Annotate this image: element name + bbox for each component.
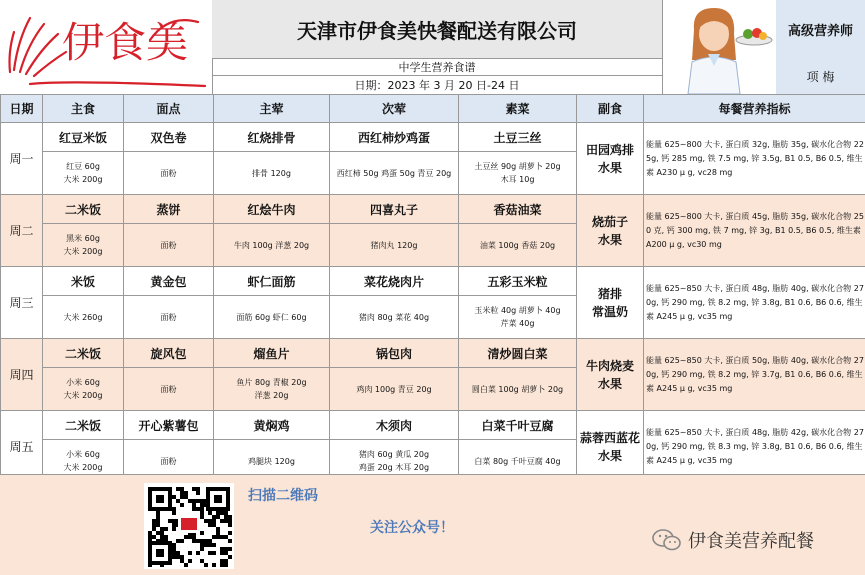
staple-ingredient: 大米 200g (43, 245, 123, 258)
main-meat-ingredients (214, 296, 330, 339)
side-dish-line: 牛肉烧麦 (577, 357, 643, 375)
nutritionist-illustration (662, 0, 777, 95)
pastry-ingredients (124, 152, 214, 195)
staple-dish: 二米饭 (43, 195, 124, 224)
pastry-dish: 双色卷 (124, 123, 214, 152)
vegetable-ingredient: 土豆丝 90g 胡萝卜 20g (459, 160, 576, 173)
table-header-row (1, 95, 865, 123)
sub-meat-ingredient: 西红柿 50g 鸡蛋 50g 青豆 20g (330, 167, 458, 180)
vegetable-ingredients (459, 152, 577, 195)
pastry-dish: 旋风包 (124, 339, 214, 368)
vegetable-dish: 香菇油菜 (459, 195, 577, 224)
staple-ingredients (43, 296, 124, 339)
sub-meat-dish: 四喜丸子 (330, 195, 459, 224)
nutrition-info: 能量 625~850 大卡, 蛋白质 48g, 脂肪 42g, 碳水化合物 270g, 钙 290 mg, 铁 8.3 mg, 锌 3.8g, B1 0.6, B6 0.6, 维生素 A245 μ g, vc35 mg (644, 411, 865, 483)
header-side: 副食 (577, 95, 644, 123)
pastry-ingredients (124, 368, 214, 411)
pastry-ingredient: 面粉 (124, 167, 213, 180)
header-main-meat: 主荤 (214, 95, 330, 123)
main-meat-dish: 红烩牛肉 (214, 195, 330, 224)
sub-meat-ingredient: 鸡肉 100g 青豆 20g (330, 383, 458, 396)
header-vegetable: 素菜 (459, 95, 577, 123)
sub-meat-ingredient: 猪肉 60g 黄瓜 20g (330, 448, 458, 461)
main-meat-dish: 红烧排骨 (214, 123, 330, 152)
side-dish (577, 339, 644, 411)
nutritionist-name: 项 梅 (776, 58, 865, 95)
side-dish-line: 猪排 (577, 285, 643, 303)
main-meat-dish: 虾仁面筋 (214, 267, 330, 296)
wechat-brand (652, 527, 814, 553)
nutritionist-role: 高级营养师 (776, 0, 865, 59)
sub-meat-ingredients (330, 224, 459, 267)
vegetable-ingredients (459, 368, 577, 411)
sub-meat-ingredients (330, 296, 459, 339)
staple-dish: 米饭 (43, 267, 124, 296)
qr-code[interactable] (144, 483, 234, 569)
staple-ingredients (43, 224, 124, 267)
nutrition-info: 能量 625~850 大卡, 蛋白质 48g, 脂肪 40g, 碳水化合物 270g, 钙 290 mg, 铁 8.2 mg, 锌 3.8g, B1 0.6, B6 0.6, 维生素 A245 μ g, vc35 mg (644, 267, 865, 339)
staple-dish: 二米饭 (43, 411, 124, 440)
vegetable-dish: 五彩玉米粒 (459, 267, 577, 296)
header-sub-meat: 次荤 (330, 95, 459, 123)
sub-meat-dish: 西红柿炒鸡蛋 (330, 123, 459, 152)
staple-ingredient: 大米 200g (43, 389, 123, 402)
day-row (1, 195, 865, 224)
main-meat-ingredients (214, 224, 330, 267)
menu-subtitle: 中学生营养食谱 (212, 58, 663, 76)
sub-meat-ingredient: 猪肉 80g 菜花 40g (330, 311, 458, 324)
side-dish-line: 水果 (577, 375, 643, 393)
vegetable-ingredient: 白菜 80g 千叶豆腐 40g (459, 455, 576, 468)
main-meat-ingredient: 鱼片 80g 青椒 20g (214, 376, 329, 389)
vegetable-ingredient: 圆白菜 100g 胡萝卜 20g (459, 383, 576, 396)
follow-account-text: 关注公众号！ (370, 517, 454, 537)
sub-meat-ingredients (330, 152, 459, 195)
sub-meat-ingredients (330, 368, 459, 411)
pastry-ingredient: 面粉 (124, 383, 213, 396)
staple-ingredient: 黑米 60g (43, 232, 123, 245)
side-dish (577, 123, 644, 195)
vegetable-ingredient: 玉米粒 40g 胡萝卜 40g (459, 304, 576, 317)
main-meat-ingredients (214, 368, 330, 411)
header-staple: 主食 (43, 95, 124, 123)
vegetable-dish: 土豆三丝 (459, 123, 577, 152)
staple-ingredient: 大米 260g (43, 311, 123, 324)
qr-code-icon (144, 483, 234, 569)
wechat-icon (652, 528, 682, 552)
staple-ingredient: 大米 200g (43, 461, 123, 474)
staple-ingredients (43, 368, 124, 411)
sub-meat-ingredient: 猪肉丸 120g (330, 239, 458, 252)
header-pastry: 面点 (124, 95, 214, 123)
header-nutrition: 每餐营养指标 (644, 95, 865, 123)
vegetable-ingredient: 木耳 10g (459, 173, 576, 186)
vegetable-ingredient: 芹菜 40g (459, 317, 576, 330)
side-dish (577, 411, 644, 483)
sub-meat-dish: 锅包肉 (330, 339, 459, 368)
logo-text: 伊食美 (62, 10, 188, 70)
staple-ingredient: 小米 60g (43, 376, 123, 389)
footer (0, 474, 865, 575)
day-row (1, 123, 865, 152)
brand-logo (0, 0, 213, 95)
side-dish (577, 267, 644, 339)
nutritionist-icon (662, 0, 776, 94)
main-meat-ingredients (214, 152, 330, 195)
day-label: 周二 (1, 195, 43, 267)
side-dish-line: 水果 (577, 231, 643, 249)
sub-meat-ingredient: 鸡蛋 20g 木耳 20g (330, 461, 458, 474)
side-dish-line: 水果 (577, 159, 643, 177)
nutrition-info: 能量 625~800 大卡, 蛋白质 32g, 脂肪 35g, 碳水化合物 225g, 钙 285 mg, 铁 7.5 mg, 锌 3.5g, B1 0.5, B6 0.5, 维生素 A230 μ g, vc28 mg (644, 123, 865, 195)
nutrition-info: 能量 625~800 大卡, 蛋白质 45g, 脂肪 35g, 碳水化合物 250 克, 钙 300 mg, 铁 7 mg, 锌 3g, B1 0.5, B6 0.5, 维生素 A200 μ g, vc30 mg (644, 195, 865, 267)
day-row (1, 411, 865, 440)
side-dish (577, 195, 644, 267)
pastry-ingredient: 面粉 (124, 239, 213, 252)
staple-dish: 二米饭 (43, 339, 124, 368)
staple-ingredient: 红豆 60g (43, 160, 123, 173)
pastry-dish: 黄金包 (124, 267, 214, 296)
vegetable-ingredient: 油菜 100g 香菇 20g (459, 239, 576, 252)
side-dish-line: 烧茄子 (577, 213, 643, 231)
weekly-menu-table (0, 94, 865, 483)
header-date: 日期 (1, 95, 43, 123)
nutrition-info: 能量 625~850 大卡, 蛋白质 50g, 脂肪 40g, 碳水化合物 270g, 钙 290 mg, 铁 8.2 mg, 锌 3.7g, B1 0.6, B6 0.6, 维生素 A245 μ g, vc35 mg (644, 339, 865, 411)
staple-ingredients (43, 152, 124, 195)
pastry-ingredient: 面粉 (124, 455, 213, 468)
main-meat-ingredient: 洋葱 20g (214, 389, 329, 402)
pastry-dish: 蒸饼 (124, 195, 214, 224)
pastry-ingredient: 面粉 (124, 311, 213, 324)
staple-dish: 红豆米饭 (43, 123, 124, 152)
main-meat-ingredient: 排骨 120g (214, 167, 329, 180)
brand-text: 伊食美营养配餐 (688, 527, 814, 553)
staple-ingredient: 大米 200g (43, 173, 123, 186)
vegetable-ingredients (459, 224, 577, 267)
pastry-ingredients (124, 296, 214, 339)
side-dish-line: 蒜蓉西蓝花 (577, 429, 643, 447)
day-row (1, 267, 865, 296)
day-label: 周一 (1, 123, 43, 195)
vegetable-ingredients (459, 296, 577, 339)
company-name: 天津市伊食美快餐配送有限公司 (212, 0, 663, 59)
vegetable-dish: 清炒圆白菜 (459, 339, 577, 368)
side-dish-line: 水果 (577, 447, 643, 465)
vegetable-dish: 白菜千叶豆腐 (459, 411, 577, 440)
pastry-ingredients (124, 224, 214, 267)
staple-ingredient: 小米 60g (43, 448, 123, 461)
main-meat-ingredient: 鸡腿块 120g (214, 455, 329, 468)
day-label: 周三 (1, 267, 43, 339)
side-dish-line: 田园鸡排 (577, 141, 643, 159)
pastry-dish: 开心紫薯包 (124, 411, 214, 440)
date-range: 日期：2023 年 3 月 20 日-24 日 (212, 75, 663, 95)
day-label: 周四 (1, 339, 43, 411)
day-row (1, 339, 865, 368)
main-meat-ingredient: 牛肉 100g 洋葱 20g (214, 239, 329, 252)
main-meat-dish: 黄焖鸡 (214, 411, 330, 440)
scan-qr-text: 扫描二维码 (248, 485, 318, 505)
sub-meat-dish: 木须肉 (330, 411, 459, 440)
main-meat-dish: 熘鱼片 (214, 339, 330, 368)
sub-meat-dish: 菜花烧肉片 (330, 267, 459, 296)
main-meat-ingredient: 面筋 60g 虾仁 60g (214, 311, 329, 324)
day-label: 周五 (1, 411, 43, 483)
side-dish-line: 常温奶 (577, 303, 643, 321)
